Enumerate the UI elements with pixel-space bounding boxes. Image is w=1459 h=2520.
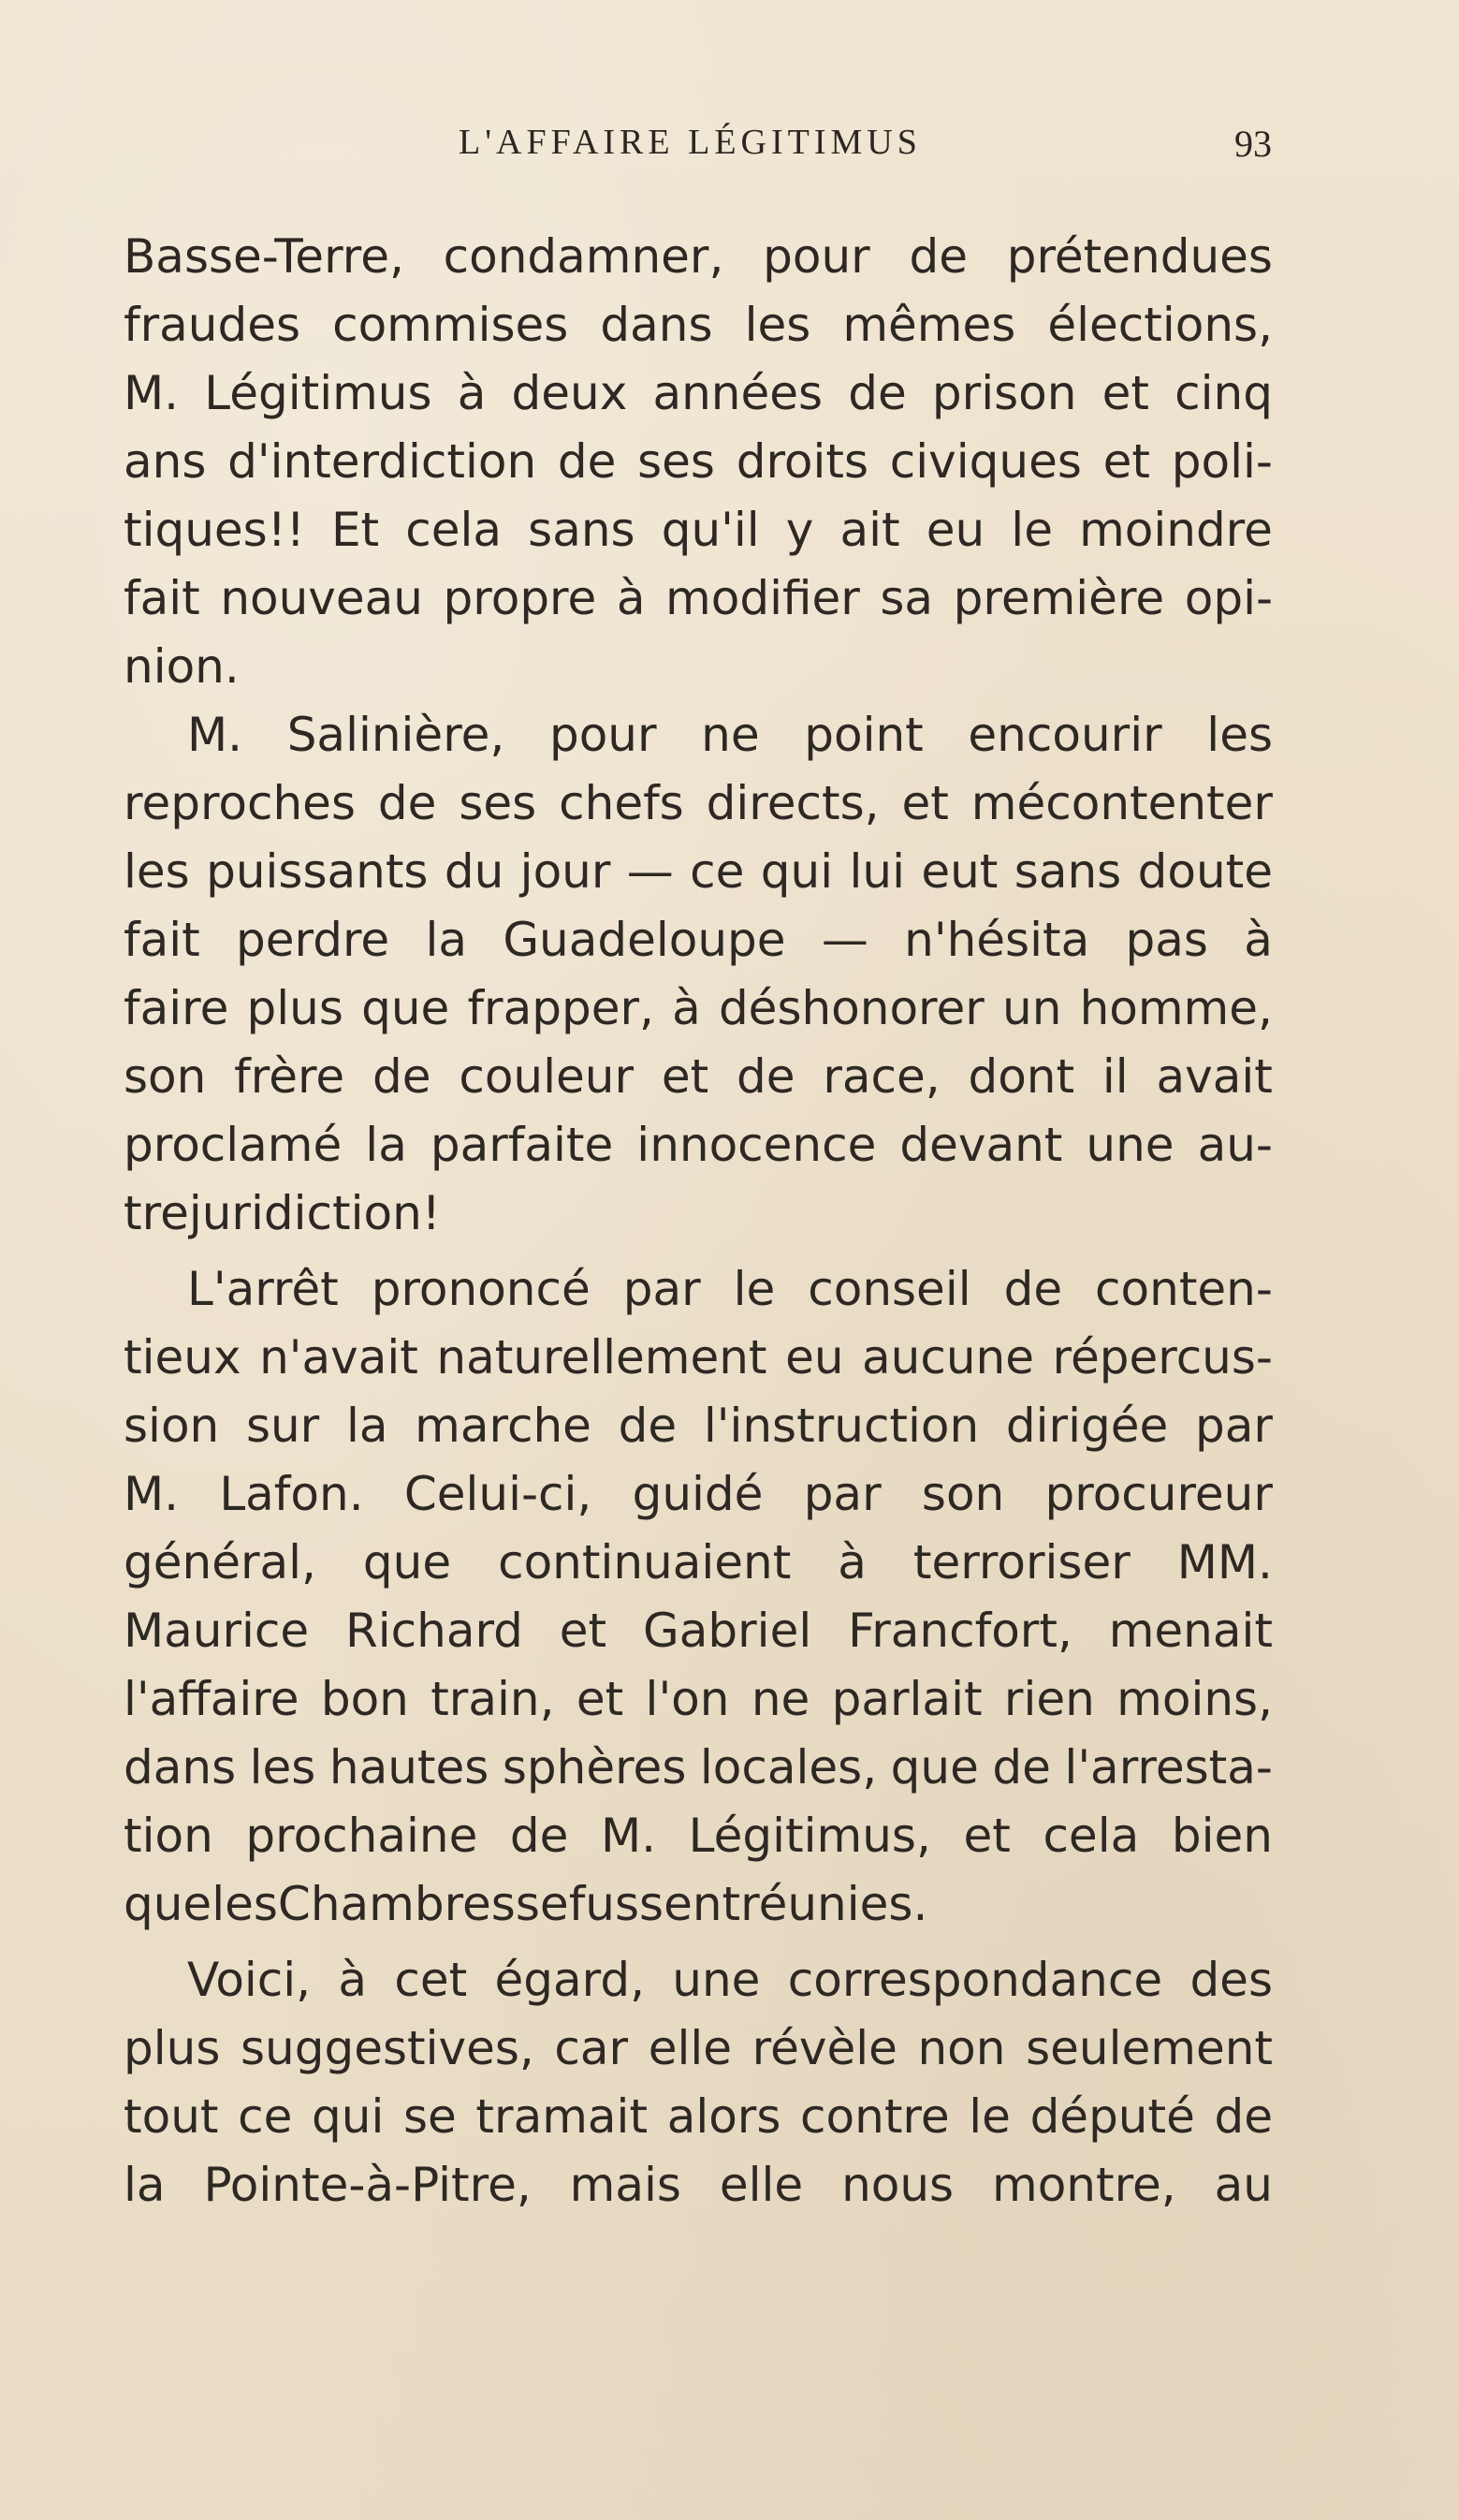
word: reproches xyxy=(124,776,356,830)
word: eu xyxy=(926,503,985,557)
word: par xyxy=(622,1262,701,1316)
word: une xyxy=(672,1953,761,2007)
word: réunies. xyxy=(740,1877,928,1931)
word: juridiction! xyxy=(188,1186,441,1240)
text-line xyxy=(124,1665,1273,1734)
word: Richard xyxy=(345,1604,523,1658)
word: n'hésita xyxy=(904,913,1090,967)
word: ne xyxy=(701,708,760,762)
word: Chambres xyxy=(277,1877,516,1931)
word: à xyxy=(616,571,646,625)
word: condamner, xyxy=(443,229,724,284)
word: élections, xyxy=(1047,298,1273,352)
word: seulement xyxy=(1026,2021,1273,2075)
word: le xyxy=(1011,503,1053,557)
word: race, xyxy=(823,1049,941,1104)
word: ans xyxy=(124,434,207,489)
text-line xyxy=(124,2015,1273,2083)
word: perdre xyxy=(236,913,390,967)
word: que xyxy=(890,1740,979,1795)
text-line xyxy=(124,223,1273,291)
text-line xyxy=(124,701,1273,769)
word: de xyxy=(509,1809,569,1863)
word: l'instruction xyxy=(703,1399,980,1453)
word: — xyxy=(821,913,868,967)
word: cela xyxy=(405,503,503,557)
word: à xyxy=(1244,913,1273,967)
word: commises xyxy=(332,298,569,352)
paragraph-4 xyxy=(124,1946,1273,2220)
text-line xyxy=(124,974,1273,1043)
word: alors xyxy=(666,2089,781,2144)
word: eu xyxy=(785,1330,844,1385)
text-line xyxy=(124,906,1273,974)
word: tramait xyxy=(475,2089,649,2144)
word: dans xyxy=(600,298,713,352)
word: les xyxy=(249,1740,316,1795)
text-line xyxy=(124,291,1273,359)
word: répercus- xyxy=(1052,1330,1273,1385)
word: ce xyxy=(238,2089,293,2144)
word: de xyxy=(557,434,617,489)
word: sion xyxy=(124,1399,220,1453)
word: terroriser xyxy=(912,1535,1131,1590)
word: le xyxy=(969,2089,1011,2144)
word: du xyxy=(444,844,504,899)
word: prétendues xyxy=(1006,229,1273,284)
word: encourir xyxy=(968,708,1162,762)
word: contre xyxy=(800,2089,950,2144)
body-text xyxy=(124,223,1273,2220)
text-line xyxy=(124,1870,1273,1939)
word: fussent xyxy=(568,1877,741,1931)
paragraph-gap xyxy=(124,1248,1273,1255)
word: la xyxy=(365,1118,407,1172)
word: Francfort, xyxy=(848,1604,1072,1658)
word: dans xyxy=(124,1740,237,1795)
text-line xyxy=(124,769,1273,838)
text-line xyxy=(124,1802,1273,1870)
word: proclamé xyxy=(124,1118,343,1172)
word: chefs xyxy=(559,776,684,830)
word: aucune xyxy=(862,1330,1034,1385)
word: de xyxy=(1214,2089,1273,2144)
word: frapper, xyxy=(467,981,654,1035)
word: à xyxy=(672,981,701,1035)
word: moins, xyxy=(1116,1672,1273,1726)
paragraph-1 xyxy=(124,223,1273,701)
word: tre xyxy=(124,1186,189,1240)
word: droits xyxy=(736,434,869,489)
word: la xyxy=(345,1399,388,1453)
word: modifier xyxy=(665,571,860,625)
word: par xyxy=(803,1467,882,1521)
word: jour xyxy=(519,844,611,899)
word: Légitimus xyxy=(204,366,432,420)
word: frère xyxy=(234,1049,345,1104)
word: suggestives, xyxy=(240,2021,534,2075)
word: parfaite xyxy=(430,1118,614,1172)
word: bien xyxy=(1171,1809,1273,1863)
word: plus xyxy=(124,2021,221,2075)
word: que xyxy=(362,1535,452,1590)
word: plus xyxy=(246,981,343,1035)
word: bon xyxy=(320,1672,409,1726)
text-line xyxy=(124,1255,1273,1324)
running-head xyxy=(0,122,1459,178)
word: ne xyxy=(751,1672,810,1726)
word: correspondance xyxy=(787,1953,1163,2007)
word: nion. xyxy=(124,639,240,694)
word: la xyxy=(425,913,468,967)
word: Guadeloupe xyxy=(503,913,786,967)
word: la xyxy=(124,2158,166,2212)
word: sans xyxy=(528,503,635,557)
paragraph-3 xyxy=(124,1255,1273,1939)
word: civiques xyxy=(889,434,1082,489)
text-line xyxy=(124,838,1273,906)
word: point xyxy=(804,708,924,762)
word: eut xyxy=(921,844,999,899)
word: et xyxy=(963,1809,1011,1863)
word: — xyxy=(626,844,674,899)
word: qui xyxy=(760,844,834,899)
word: ait xyxy=(839,503,900,557)
word: les xyxy=(212,1877,278,1931)
word: devant xyxy=(899,1118,1063,1172)
word: dont xyxy=(968,1049,1075,1104)
word: elle xyxy=(719,2158,804,2212)
word: hautes xyxy=(328,1740,489,1795)
word: et xyxy=(901,776,949,830)
word: dirigée xyxy=(1005,1399,1169,1453)
word: avait xyxy=(1156,1049,1273,1104)
word: car xyxy=(554,2021,629,2075)
word: pour xyxy=(763,229,870,284)
word: fait xyxy=(124,571,200,625)
word: de xyxy=(992,1740,1051,1795)
word: parlait xyxy=(831,1672,983,1726)
word: Gabriel xyxy=(643,1604,812,1658)
word: pas xyxy=(1125,913,1208,967)
word: menait xyxy=(1108,1604,1273,1658)
word: au xyxy=(1214,2158,1273,2212)
word: marche xyxy=(415,1399,591,1453)
word: deux xyxy=(511,366,628,420)
word: de xyxy=(909,229,968,284)
text-line xyxy=(124,1392,1273,1460)
word: cinq xyxy=(1174,366,1273,420)
word: procureur xyxy=(1044,1467,1273,1521)
word: doute xyxy=(1137,844,1273,899)
word: innocence xyxy=(636,1118,877,1172)
paragraph-2 xyxy=(124,701,1273,1248)
word: que xyxy=(361,981,450,1035)
text-line xyxy=(124,2151,1273,2220)
word: y xyxy=(785,503,814,557)
word: par xyxy=(1194,1399,1273,1453)
text-line xyxy=(124,2083,1273,2151)
word: fait xyxy=(124,913,200,967)
word: des xyxy=(1189,1953,1273,2007)
word: un xyxy=(1002,981,1062,1035)
word: mais xyxy=(569,2158,681,2212)
word: M. xyxy=(124,366,180,420)
word: sur xyxy=(245,1399,320,1453)
word: conseil xyxy=(808,1262,971,1316)
running-title: L'AFFAIRE LÉGITIMUS xyxy=(459,123,922,162)
text-line xyxy=(124,1734,1273,1802)
word: et xyxy=(661,1049,709,1104)
text-line xyxy=(124,633,1273,701)
word: propre xyxy=(443,571,597,625)
word: à xyxy=(338,1953,368,2007)
word: années xyxy=(652,366,824,420)
word: une xyxy=(1086,1118,1174,1172)
word: cela xyxy=(1043,1809,1140,1863)
word: les xyxy=(744,298,811,352)
text-line xyxy=(124,1111,1273,1179)
word: montre, xyxy=(992,2158,1176,2212)
word: directs, xyxy=(706,776,880,830)
word: Légitimus, xyxy=(688,1809,931,1863)
word: sphères xyxy=(502,1740,687,1795)
word: guidé xyxy=(632,1467,764,1521)
word: opi- xyxy=(1184,571,1273,625)
word: tion xyxy=(124,1809,213,1863)
word: se xyxy=(402,2089,457,2144)
word: à xyxy=(838,1535,867,1590)
word: puissants xyxy=(206,844,429,899)
word: d'interdiction xyxy=(227,434,537,489)
page-number: 93 xyxy=(1234,123,1272,165)
word: égard, xyxy=(494,1953,645,2007)
word: faire xyxy=(124,981,229,1035)
word: l'affaire xyxy=(124,1672,299,1726)
text-line xyxy=(124,1946,1273,2015)
word: l'arresta- xyxy=(1064,1740,1273,1795)
word: ce xyxy=(690,844,745,899)
word: naturellement xyxy=(436,1330,767,1385)
word: ses xyxy=(637,434,715,489)
word: Pointe-à-Pitre, xyxy=(203,2158,532,2212)
word: le xyxy=(733,1262,776,1316)
word: sans xyxy=(1014,844,1122,899)
word: se xyxy=(515,1877,569,1931)
word: Lafon. xyxy=(219,1467,364,1521)
word: nouveau xyxy=(220,571,423,625)
word: mécontenter xyxy=(970,776,1273,830)
word: Salinière, xyxy=(286,708,505,762)
word: train, xyxy=(430,1672,555,1726)
text-line xyxy=(124,564,1273,633)
word: ses xyxy=(459,776,537,830)
word: à xyxy=(457,366,487,420)
word: et xyxy=(1102,434,1151,489)
word: de xyxy=(737,1049,795,1104)
text-line xyxy=(124,359,1273,428)
word: lui xyxy=(849,844,905,899)
word: tieux xyxy=(124,1330,241,1385)
text-line xyxy=(124,496,1273,564)
word: de xyxy=(848,366,907,420)
word: M. xyxy=(601,1809,657,1863)
word: nous xyxy=(841,2158,955,2212)
word: L'arrêt xyxy=(187,1262,339,1316)
word: Basse-Terre, xyxy=(124,229,404,284)
word: MM. xyxy=(1176,1535,1273,1590)
word: prononcé xyxy=(371,1262,591,1316)
word: sa xyxy=(880,571,934,625)
word: elle xyxy=(648,2021,733,2075)
word: pour xyxy=(548,708,657,762)
word: conten- xyxy=(1095,1262,1273,1316)
word: Celui-ci, xyxy=(403,1467,592,1521)
word: de xyxy=(377,776,437,830)
word: de xyxy=(618,1399,678,1453)
word: prison xyxy=(931,366,1077,420)
word: locales, xyxy=(699,1740,878,1795)
word: tout xyxy=(124,2089,219,2144)
word: l'on xyxy=(645,1672,730,1726)
word: prochaine xyxy=(245,1809,478,1863)
word: que xyxy=(124,1877,212,1931)
word: général, xyxy=(124,1535,316,1590)
word: qui xyxy=(312,2089,385,2144)
word: Maurice xyxy=(124,1604,310,1658)
word: première xyxy=(953,571,1165,625)
word: il xyxy=(1102,1049,1129,1104)
word: et xyxy=(1102,366,1149,420)
text-line xyxy=(124,1529,1273,1597)
word: de xyxy=(372,1049,431,1104)
text-line xyxy=(124,1597,1273,1665)
text-line xyxy=(124,428,1273,496)
word: déshonorer xyxy=(718,981,985,1035)
word: les xyxy=(1206,708,1273,762)
word: non xyxy=(917,2021,1006,2075)
word: mêmes xyxy=(842,298,1016,352)
word: moindre xyxy=(1079,503,1273,557)
word: et xyxy=(559,1604,607,1658)
word: député xyxy=(1029,2089,1195,2144)
text-line xyxy=(124,1324,1273,1392)
word: tiques!! xyxy=(124,503,305,557)
word: au- xyxy=(1197,1118,1273,1172)
word: Voici, xyxy=(187,1953,312,2007)
word: n'avait xyxy=(259,1330,418,1385)
word: cet xyxy=(394,1953,468,2007)
text-line xyxy=(124,1043,1273,1111)
word: son xyxy=(124,1049,207,1104)
word: de xyxy=(1003,1262,1063,1316)
word: son xyxy=(921,1467,1005,1521)
paragraph-gap xyxy=(124,1939,1273,1946)
word: M. xyxy=(187,708,243,762)
word: poli- xyxy=(1171,434,1273,489)
text-line xyxy=(124,1460,1273,1529)
word: Et xyxy=(330,503,380,557)
word: les xyxy=(124,844,190,899)
word: homme, xyxy=(1079,981,1273,1035)
word: qu'il xyxy=(661,503,760,557)
word: rien xyxy=(1003,1672,1095,1726)
word: fraudes xyxy=(124,298,301,352)
word: couleur xyxy=(459,1049,634,1104)
word: M. xyxy=(124,1467,180,1521)
text-line xyxy=(124,1179,1273,1248)
word: et xyxy=(576,1672,624,1726)
word: révèle xyxy=(751,2021,897,2075)
word: continuaient xyxy=(498,1535,792,1590)
